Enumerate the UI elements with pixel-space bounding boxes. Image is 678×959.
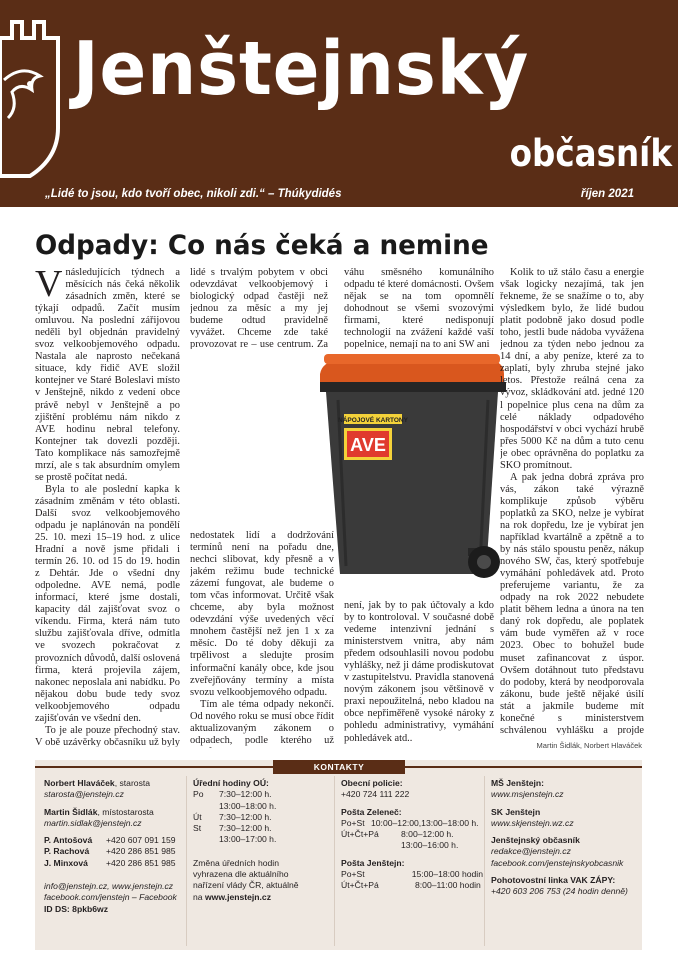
issue-date: říjen 2021 — [580, 188, 634, 200]
article-headline: Odpady: Co nás čeká a nemine — [35, 230, 489, 261]
article-credit: Martin Šidlák, Norbert Hlaváček — [536, 741, 642, 750]
masthead-subtitle: občasník — [509, 132, 672, 175]
contacts-column-institutions: MŠ Jenštejn: www.msjenstejn.cz SK Jenštejn www.skjenstejn.wz.cz Jenštejnský občasník redakce@jenstejn.cz facebook.com/jenstejnskyobcasnik Pohotovostní linka VAK ZÁPY: +420 603 206 753 (24 hodin denně) — [491, 778, 641, 898]
castle-crest-icon — [0, 18, 62, 178]
article-paragraph: není, jak by to pak účtovaly a kdo by to kontroloval. V současné době vedeme intenzivní jednání s ministerstvem vnitra, aby nám předem odsouhlasili novou podobu vyhlášky, než ji dáme prodiskutovat v zastupitelstvu. Pravidla stanovená novým zákonem jsou většinově v praxi nepoužitelná, nebo kladou na obce nepřiměřeně vysoké nároky z pohledu administrativy, vymáhání pohledávek atd.. — [344, 600, 494, 744]
waste-bin-photo — [318, 352, 508, 588]
article-paragraph: váhu směsného komunálního odpadu té které domácnosti. Ovšem nějak se na tom opomnělí dohodnout se všemi svozovými firmami, které nedisponují technologií na zvážení každé vaší popelnice, nemají na to ani SW ani — [344, 267, 494, 349]
contacts-column-office-hours: Úřední hodiny OÚ: Po 7:30–12:00 h. 13:00–18:00 h. Út 7:30–12:00 h. St 7:30–12:00 h. 13:00–17:00 h. Změna úředních hodin vyhrazena dle aktuálního nařízení vlády ČR, aktuálně na www.jenstejn.cz — [193, 778, 299, 902]
article-paragraph: Kolik to už stálo času a energie však logicky nezajímá, tak jen řekneme, že se snažíme o to, aby výsledkem bylo, že lidé budou platit podobně jako dosud podle toho, jestli bude nádoba vyvážena jednou za týden nebo jednou za 14 dní, a aby peníze, které za to zaplatí, byly zhruba stejné jako letos. Přestože reálná cena za vývoz, skládkování atd. jedné 120 l popelnice plus cena na dům za celé náklady odpadového hospodářství v obci vychází hrubě přes 5000 Kč na dům a tuto cenu je obec oprávněna do poplatku za SKO promítnout. — [500, 267, 644, 471]
contacts-heading: KONTAKTY — [273, 760, 405, 774]
article-column-3-bottom — [344, 600, 494, 748]
article-paragraph: Byla to ale poslední kapka k zásadním změnám v této oblasti. Další svoz velkoobjemového odpadu je naplánován na pondělí 25. 10. mezi 15–19 hod. z ulice Hradní a nově jsme přidali i termín 26. 10. od 15 do 19. hodin z Dehtár. Jde o všední dny odpoledne. AVE nemá, podle informací, které jsme dostali, kapacity dál zajišťovat svoz o víkendu. Firma, která nám tuto službu zajišťovala dříve, odmítla ve svozech pokračovat z provozních důvodů, další oslovená firma, která projevila zájem, nakonec neposlala ani nabídku. Po nějakou dobu bude tedy svoz velkoobjemového odpadu zajišťován ve všední den. — [35, 483, 180, 724]
article-column-2-bottom — [190, 530, 334, 748]
article-paragraph: To je ale pouze přechodný stav. V obě uzávěrky občasníku už byly — [35, 724, 180, 747]
masthead-title: Jenštejnský — [73, 26, 530, 112]
facebook-link[interactable]: facebook.com/jenstejnskyobcasnik — [491, 857, 624, 868]
svg-text:AVE: AVE — [350, 435, 386, 455]
facebook-link[interactable]: facebook.com/jenstejn – Facebook — [44, 892, 177, 903]
phone-row: P. Rachová +420 286 851 985 — [44, 846, 176, 857]
drop-cap: V — [35, 267, 63, 305]
email-link[interactable]: starosta@jenstejn.cz — [44, 789, 124, 800]
article-column-2-top — [190, 267, 328, 349]
web-link[interactable]: www.skjenstejn.wz.cz — [491, 817, 574, 828]
article-column-4 — [500, 267, 644, 735]
phone-row: J. Minxová +420 286 851 985 — [44, 857, 176, 868]
article-paragraph: A pak jedna dobrá zpráva pro vás, zákon také výrazně komplikuje způsob výběru poplatků za SKO, nelze je vybírat na rok dopředu, lze je vybírat jen například kvartálně a zpětně a to by nás stálo spoustu peněz, nákup nového SW, čas, který spotřebuje vymáhání pohledávek atd. Proto preferujeme variantu, že za odpady na rok 2022 nebudete platit během ledna a února na ten daný rok dopředu, ale poplatek vám bude vyměřen až v roce 2023. Obec to bohužel bude muset zafinancovat z úspor. Ovšem dotáhnout tuto představu do podoby, která by neodporovala zákonu, bude ještě nějaké úsilí stát a jakmile budeme mít konečné s ministerstvem schválenou vyhlášku a projde — [500, 471, 644, 735]
article-paragraph: Vnásledujících týdnech a měsících nás čeká několik zásadních změn, které se týkají odpadů. Začít musím omluvou. Na poslední zářijovou neděli byl objednán pravidelný svoz velkoobjemového odpadu. Nastala ale naprosto nečekaná situace, kdy řidič AVE složil kontejner ve Staré Boleslavi místo v Jenštejně, nikdo z vedení obce právě nebyl v Jenštejně a po zjištění problému nám nikdo z AVE hodinu nebral telefony. Kontejner tak dovezli později. Tato komplikace nás samozřejmě mrzí, ale s tak absurdním omylem se prostě počítat nedá. — [35, 267, 180, 483]
contacts-column-police-post: Obecní policie: +420 724 111 222 Pošta Zeleneč: Po+St 10:00–12:00,13:00–18:00 h. Út+Čt+Pá 8:00–12:00 h. 13:00–16:00 h. Pošta Jenštejn: Po+St 15:00–18:00 hodin Út+Čt+Pá 8:00–11:00 hodin — [341, 778, 483, 891]
column-separator — [334, 776, 335, 946]
contacts-column-officials: Norbert Hlaváček, starosta starosta@jenstejn.cz Martin Šidlák, místostarosta martin.sidlak@jenstejn.cz P. Antošová +420 607 091 159 P. Rachová +420 286 851 985 J. Minxová +420 286 851 985 info@jenstejn.cz, www.jenstejn.cz facebook.com/jenstejn – Facebook ID DS: 8pkb6wz — [44, 778, 184, 915]
column-separator — [484, 776, 485, 946]
masthead-quote: „Lidé to jsou, kdo tvoří obec, nikoli zdi.“ – Thúkydidés — [45, 188, 342, 200]
web-link[interactable]: info@jenstejn.cz, www.jenstejn.cz — [44, 881, 174, 892]
web-link[interactable]: www.jenstejn.cz — [204, 891, 272, 902]
email-link[interactable]: martin.sidlak@jenstejn.cz — [44, 817, 142, 828]
masthead — [0, 0, 678, 207]
svg-text:NÁPOJOVÉ KARTONY: NÁPOJOVÉ KARTONY — [338, 417, 408, 424]
article-paragraph: nedostatek lidí a dodržování termínů není na pořadu dne, nechci slibovat, kdy přesně a v jakém režimu bude technické zázemí fungovat, ale budeme o tom včas informovat. Určitě však chceme, aby byla možnost odevzdání výše uvedených věcí mnohem častější než jen 1 x za měsíc. Do té doby děkuji za trpělivost a sledujte prosím informační kanály obce, kde jsou zveřejňovány termíny a místa svozu velkoobjemového odpadu. — [190, 530, 334, 698]
phone-row: P. Antošová +420 607 091 159 — [44, 835, 176, 846]
data-box-id: ID DS: 8pkb6wz — [44, 903, 108, 914]
article-column-1 — [35, 267, 180, 747]
phone-number: +420 603 206 753 (24 hodin denně) — [491, 886, 628, 897]
article-paragraph: Tím ale téma odpady nekončí. Od nového roku se musí obce řídit aktualizovaným zákonem o odpadech, podle kterého už — [190, 698, 334, 746]
article-column-3-top — [344, 267, 494, 349]
column-separator — [186, 776, 187, 946]
article-paragraph: lidé s trvalým pobytem v obci odevzdávat velkoobjemový i biologický odpad častěji než jednou za měsíc a my jej budeme odtud pravidelně vyvážet. Chceme zde také provozovat re – use centrum. Za — [190, 267, 328, 349]
web-link[interactable]: www.msjenstejn.cz — [491, 789, 564, 800]
email-link[interactable]: redakce@jenstejn.cz — [491, 846, 571, 857]
